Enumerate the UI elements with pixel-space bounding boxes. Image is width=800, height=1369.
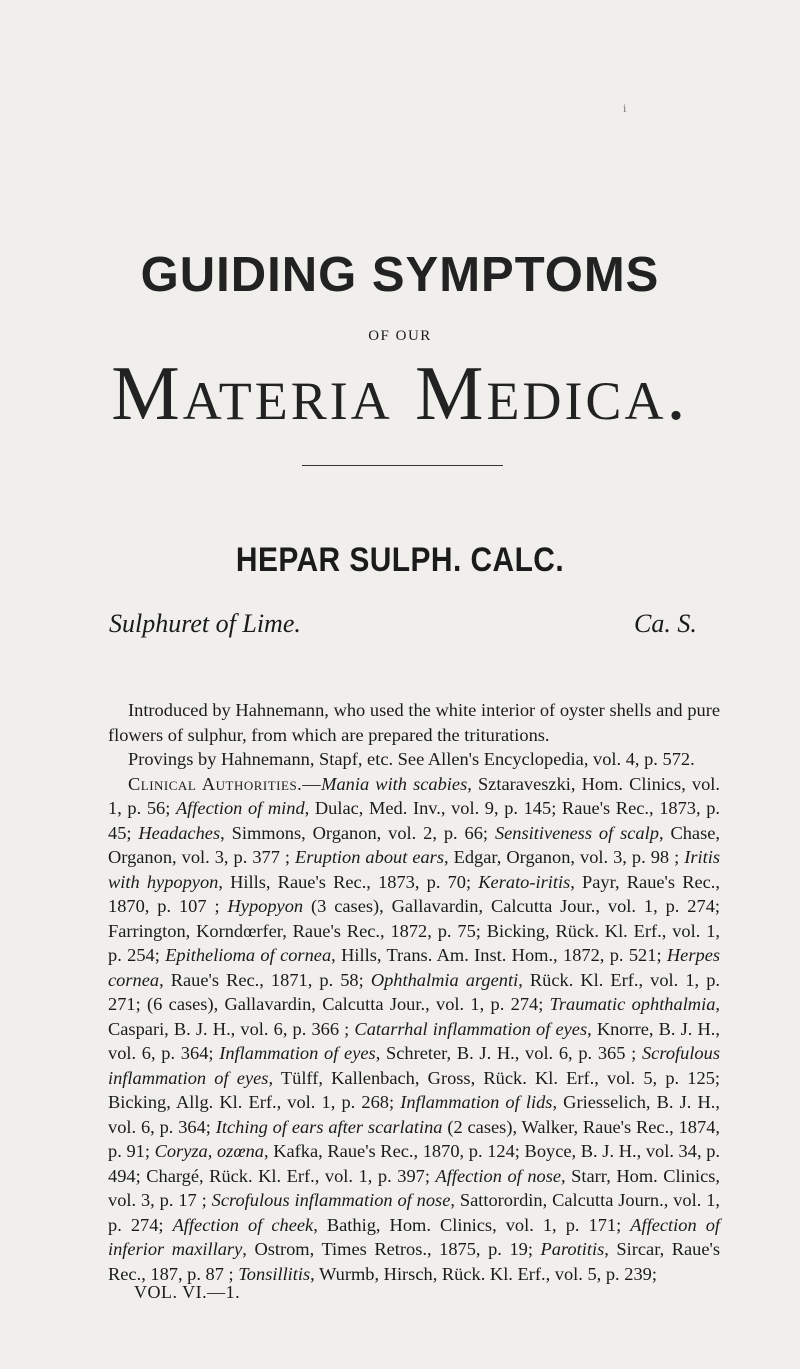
authority-topic: Scrofulous inflammation of eyes (108, 1043, 720, 1088)
authority-topic: Scrofulous inflammation of nose (211, 1190, 451, 1210)
authority-topic: Catarrhal inflammation of eyes (354, 1018, 588, 1039)
authority-reference: , Kafka, Raue's Rec., 1870, p. 124; Boyce, B. J. H., vol. 34, p. 494; Chargé, Rück. Kl. Erf., vol. 1, p. 397; (108, 1141, 720, 1186)
authority-topic: Affection of mind (175, 798, 305, 818)
clinical-authorities-label: Clinical Authorities.— (128, 773, 322, 794)
authority-reference: , Simmons, Organon, vol. 2, p. 66; (220, 822, 495, 843)
authority-topic: Itching of ears after scarlatina (215, 1116, 443, 1137)
authority-reference: , Payr, Raue's Rec., 1870, p. 107 ; (108, 871, 720, 916)
remedy-name: HEPAR SULPH. CALC. (235, 541, 565, 579)
body-text (108, 698, 720, 1286)
folio-signature: VOL. VI.—1. (134, 1282, 241, 1302)
authority-reference: , Rück. Kl. Erf., vol. 1, p. 271; (6 cases), Gallavardin, Calcutta Jour., vol. 1, p. 274; (108, 969, 720, 1014)
remedy-abbreviation: Ca. S. (634, 609, 697, 638)
authority-reference: , Starr, Hom. Clinics, vol. 3, p. 17 ; (108, 1165, 720, 1210)
introduction-paragraph: Introduced by Hahnemann, who used the white interior of oyster shells and pure flowers of sulphur, from which are prepared the triturations. (108, 700, 720, 745)
authority-topic: Hypopyon (227, 896, 304, 916)
authority-topic: Parotitis (540, 1239, 605, 1259)
authority-reference: , Hills, Trans. Am. Inst. Hom., 1872, p. 521; (331, 945, 667, 965)
authority-topic: Affection of inferior maxillary (108, 1214, 721, 1259)
corner-mark: i (623, 101, 627, 115)
authority-reference: , Caspari, B. J. H., vol. 6, p. 366 ; (108, 994, 721, 1039)
authority-topic: Epithelioma of cornea (165, 945, 332, 965)
authority-reference: , Sircar, Raue's Rec., 187, p. 87 ; (108, 1239, 721, 1284)
divider-rule (302, 465, 503, 466)
authority-reference: (3 cases), Gallavardin, Calcutta Jour., vol. 1, p. 274; Farrington, Korndœrfer, Raue's Rec., 1872, p. 75; Bicking, Rück. Kl. Erf., vol. 1, p. 254; (108, 896, 720, 965)
authority-topic: Inflammation of eyes (219, 1043, 376, 1063)
authority-reference: , Edgar, Organon, vol. 3, p. 98 ; (444, 847, 685, 867)
authority-reference: , Knorre, B. J. H., vol. 6, p. 364; (108, 1018, 721, 1063)
page-title: GUIDING SYMPTOMS (140, 248, 660, 302)
authority-topic: Coryza, ozœna (154, 1141, 264, 1161)
authority-topic: Headaches (138, 822, 221, 843)
authority-reference: , Bathig, Hom. Clinics, vol. 1, p. 171; (313, 1214, 631, 1235)
authority-topic: Tonsillitis (238, 1263, 311, 1284)
authority-topic: Herpes cornea (108, 945, 721, 990)
of-our-line: OF OUR (368, 328, 432, 344)
authority-reference: , Schreter, B. J. H., vol. 6, p. 365 ; (375, 1043, 642, 1063)
authority-topic: Iritis with hypopyon (108, 847, 720, 892)
authority-reference: (2 cases), Walker, Raue's Rec., 1874, p. 91; (108, 1116, 720, 1161)
authority-topic: Traumatic ophthalmia (549, 994, 716, 1014)
provings-paragraph: Provings by Hahnemann, Stapf, etc. See Allen's Encyclopedia, vol. 4, p. 572. (128, 749, 695, 769)
clinical-authorities-paragraph (108, 772, 720, 1287)
authority-reference: , Hills, Raue's Rec., 1873, p. 70; (218, 871, 479, 892)
authority-topic: Inflammation of lids (400, 1092, 553, 1112)
authority-topic: Affection of cheek (172, 1214, 314, 1235)
authority-reference: , Sattorordin, Calcutta Journ., vol. 1, p. 274; (108, 1190, 720, 1235)
authorities-list (108, 774, 720, 1284)
authority-reference: , Wurmb, Hirsch, Rück. Kl. Erf., vol. 5, p. 239; (310, 1263, 657, 1284)
authority-reference: , Sztaraveszki, Hom. Clinics, vol. 1, p. 56; (108, 773, 720, 818)
authority-topic: Mania with scabies (321, 773, 468, 794)
authority-reference: , Dulac, Med. Inv., vol. 9, p. 145; Raue's Rec., 1873, p. 45; (108, 798, 720, 843)
authority-topic: Sensitiveness of scalp (494, 822, 659, 843)
authority-reference: , Raue's Rec., 1871, p. 58; (159, 969, 371, 990)
authority-topic: Affection of nose (435, 1165, 562, 1186)
authority-topic: Eruption about ears (295, 847, 444, 867)
authority-topic: Kerato-iritis (478, 871, 571, 892)
authority-topic: Ophthalmia argenti (370, 969, 519, 990)
remedy-common-name: Sulphuret of Lime. (109, 609, 301, 638)
authority-reference: , Chase, Organon, vol. 3, p. 377 ; (108, 822, 720, 867)
authority-reference: , Tülff, Kallenbach, Gross, Rück. Kl. Erf., vol. 5, p. 125; Bicking, Allg. Kl. Erf., vol. 1, p. 268; (108, 1067, 721, 1112)
book-subtitle: Materia Medica. (111, 350, 689, 436)
authority-reference: , Griesselich, B. J. H., vol. 6, p. 364; (108, 1092, 720, 1137)
authority-reference: , Ostrom, Times Retros., 1875, p. 19; (242, 1239, 541, 1259)
